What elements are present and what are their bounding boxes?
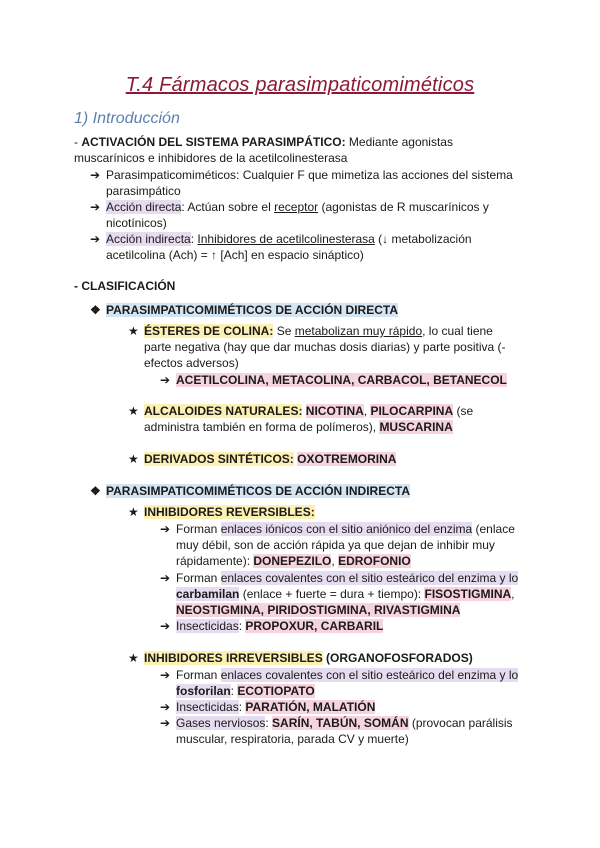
inhibidores-term: Inhibidores de acetilcolinesterasa bbox=[197, 232, 375, 246]
bullet-text: (↓ metabolización bbox=[374, 232, 472, 246]
donepezilo-drug: DONEPEZILO bbox=[253, 554, 332, 568]
fisostigmina-drug: FISOSTIGMINA bbox=[424, 587, 512, 601]
rev-drugs-line: NEOSTIGMINA, PIRIDOSTIGMINA, RIVASTIGMINA bbox=[176, 603, 461, 617]
diamond-bullet-icon: ❖ bbox=[90, 303, 101, 317]
rev-bullet-2-continuation: carbamilan (enlace + fuerte = dura + tiempo): FISOSTIGMINA, bbox=[176, 587, 515, 601]
alcaloides-continuation bbox=[144, 419, 453, 435]
irreversibles-heading: INHIBIDORES IRREVERSIBLES bbox=[144, 651, 323, 665]
directa-heading-row bbox=[90, 302, 398, 318]
bullet-text: (agonistas de R muscarínicos y bbox=[318, 200, 489, 214]
diamond-bullet-icon: ❖ bbox=[90, 484, 101, 498]
insecticidas-label-irr: Insecticidas bbox=[176, 700, 239, 714]
alcaloides-row: ★ ALCALOIDES NATURALES: NICOTINA, PILOCARPINA (se bbox=[128, 404, 474, 418]
insecticidas-drugs-irr: PARATIÓN, MALATIÓN bbox=[245, 700, 376, 714]
accion-indirecta-label: Acción indirecta bbox=[106, 232, 191, 246]
reversibles-row bbox=[128, 504, 315, 520]
star-icon: ★ bbox=[128, 505, 139, 519]
star-icon: ★ bbox=[128, 452, 139, 466]
arrow-icon: ➔ bbox=[160, 700, 171, 714]
rev-bullet-1 bbox=[160, 521, 515, 537]
arrow-icon: ➔ bbox=[90, 168, 101, 182]
pilocarpina-drug: PILOCARPINA bbox=[370, 404, 454, 418]
item-text: , lo cual tiene bbox=[422, 324, 493, 338]
gases-drugs: SARÍN, TABÚN, SOMÁN bbox=[272, 716, 409, 730]
star-icon: ★ bbox=[128, 404, 139, 418]
arrow-icon: ➔ bbox=[160, 571, 171, 585]
rev-bullet-2 bbox=[160, 570, 518, 586]
bullet-text: : bbox=[190, 232, 198, 246]
arrow-icon: ➔ bbox=[160, 619, 171, 633]
arrow-icon: ➔ bbox=[160, 668, 171, 682]
bullet-text: : Actúan sobre el bbox=[181, 200, 275, 214]
page-title: T.4 Fármacos parasimpaticomiméticos bbox=[125, 74, 475, 96]
receptor-term: receptor bbox=[274, 200, 319, 214]
irr-bullet-1 bbox=[160, 667, 518, 683]
arrow-icon: ➔ bbox=[160, 373, 171, 387]
section-title: 1) Introducción bbox=[74, 110, 180, 127]
nicotina-drug: NICOTINA bbox=[305, 404, 364, 418]
item-text: rápidamente): bbox=[176, 554, 254, 568]
ecotiopato-drug: ECOTIOPATO bbox=[237, 684, 315, 698]
esteres-drugs-row bbox=[160, 372, 507, 388]
arrow-icon: ➔ bbox=[160, 716, 171, 730]
fosforilan-term: fosforilan bbox=[176, 684, 231, 698]
item-text: Forman bbox=[176, 571, 221, 585]
item-text: (provocan parálisis bbox=[408, 716, 513, 730]
rev-bullet-1-continuation: muy débil, son de acción rápida ya que dejan de inhibir muy bbox=[176, 538, 495, 552]
enlaces-ionicos: enlaces iónicos con el sitio aniónico del enzima bbox=[220, 522, 473, 536]
item-text: Forman bbox=[176, 522, 221, 536]
intro-line-2: muscarínicos e inhibidores de la acetilcolinesterasa bbox=[74, 151, 348, 165]
irr-bullet-3: ➔ Gases nerviosos: SARÍN, TABÚN, SOMÁN (provocan parálisis bbox=[160, 716, 513, 730]
reversibles-heading: INHIBIDORES REVERSIBLES: bbox=[144, 505, 315, 519]
item-text: (enlace bbox=[472, 522, 515, 536]
arrow-icon: ➔ bbox=[90, 200, 101, 214]
esteres-drugs: ACETILCOLINA, METACOLINA, CARBACOL, BETANECOL bbox=[176, 373, 507, 387]
edrofonio-drug: EDROFONIO bbox=[338, 554, 411, 568]
esteres-continuation: parte negativa (hay que dar muchas dosis diarias) y parte positiva (- bbox=[144, 340, 506, 354]
indirecta-heading: PARASIMPATICOMIMÉTICOS DE ACCIÓN INDIRECTA bbox=[106, 484, 410, 498]
bullet-parasimpaticomimeticos bbox=[90, 167, 513, 183]
arrow-icon: ➔ bbox=[90, 232, 101, 246]
derivados-row bbox=[128, 451, 396, 467]
enlaces-covalentes-irr: enlaces covalentes con el sitio esteárico del enzima y lo bbox=[220, 668, 519, 682]
alcaloides-label: ALCALOIDES NATURALES: bbox=[144, 404, 303, 418]
arrow-icon: ➔ bbox=[160, 522, 171, 536]
rev-bullet-1-continuation: rápidamente): DONEPEZILO, EDROFONIO bbox=[176, 554, 411, 568]
esteres-continuation: efectos adversos) bbox=[144, 356, 239, 370]
accion-directa-label: Acción directa bbox=[106, 200, 182, 214]
irr-bullet-3-continuation: muscular, respiratoria, parada CV y muerte) bbox=[176, 732, 409, 746]
bullet-accion-indirecta bbox=[90, 231, 472, 247]
star-icon: ★ bbox=[128, 324, 139, 338]
bullet-text: Parasimpaticomiméticos: Cualquier F que mimetiza las acciones del sistema bbox=[106, 168, 513, 182]
esteres-label: ÉSTERES DE COLINA: bbox=[144, 324, 274, 338]
intro-text: Mediante agonistas bbox=[345, 135, 453, 149]
rev-bullet-3: ➔ Insecticidas: PROPOXUR, CARBARIL bbox=[160, 619, 384, 633]
irr-bullet-2: ➔ Insecticidas: PARATIÓN, MALATIÓN bbox=[160, 700, 376, 714]
metabolizan-term: metabolizan muy rápido bbox=[294, 324, 423, 338]
irr-bullet-1-continuation: fosforilan: ECOTIOPATO bbox=[176, 684, 315, 698]
enlaces-covalentes: enlaces covalentes con el sitio esteárico del enzima y lo bbox=[220, 571, 519, 585]
oxotremorina-drug: OXOTREMORINA bbox=[297, 452, 397, 466]
item-text: administra también en forma de polímeros), bbox=[144, 420, 380, 434]
dash: - bbox=[74, 135, 82, 149]
clasificacion-heading: - CLASIFICACIÓN bbox=[74, 279, 176, 293]
bullet-continuation: parasimpático bbox=[106, 184, 181, 198]
intro-heading: ACTIVACIÓN DEL SISTEMA PARASIMPÁTICO: bbox=[81, 135, 346, 149]
insecticidas-label: Insecticidas bbox=[176, 619, 239, 633]
bullet-continuation: acetilcolina (Ach) = ↑ [Ach] en espacio sináptico) bbox=[106, 248, 364, 262]
gases-label: Gases nerviosos bbox=[176, 716, 266, 730]
directa-heading: PARASIMPATICOMIMÉTICOS DE ACCIÓN DIRECTA bbox=[106, 303, 398, 317]
item-text: Forman bbox=[176, 668, 221, 682]
item-text: (enlace + fuerte = dura + tiempo): bbox=[239, 587, 425, 601]
item-text: (se bbox=[453, 404, 474, 418]
insecticidas-drugs: PROPOXUR, CARBARIL bbox=[245, 619, 384, 633]
rev-bullet-2-continuation bbox=[176, 602, 460, 618]
esteres-row bbox=[128, 323, 493, 339]
bullet-accion-directa bbox=[90, 199, 489, 215]
organofosforados-text: (ORGANOFOSFORADOS) bbox=[322, 651, 473, 665]
derivados-label: DERIVADOS SINTÉTICOS: bbox=[144, 452, 294, 466]
bullet-continuation: nicotínicos) bbox=[106, 216, 167, 230]
indirecta-heading-row bbox=[90, 483, 410, 499]
carbamilan-term: carbamilan bbox=[176, 587, 240, 601]
star-icon: ★ bbox=[128, 651, 139, 665]
intro-line-1 bbox=[74, 134, 453, 150]
irreversibles-row bbox=[128, 650, 473, 666]
muscarina-drug: MUSCARINA bbox=[379, 420, 453, 434]
item-text: Se bbox=[273, 324, 295, 338]
